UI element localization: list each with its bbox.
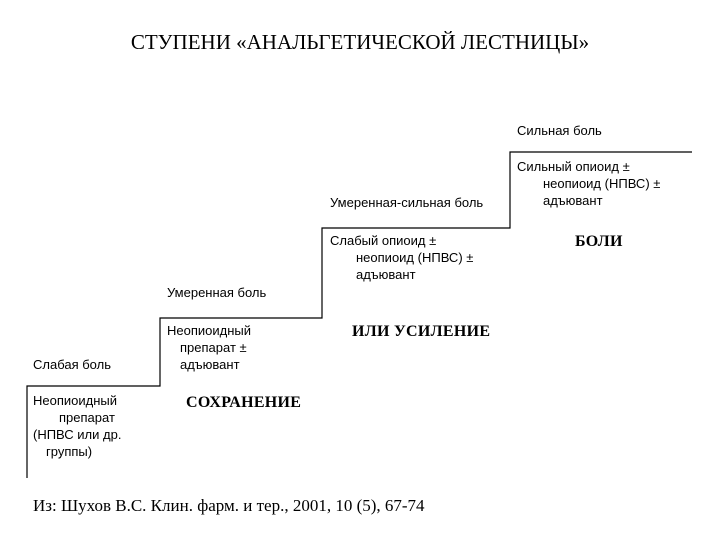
step-3-treatment-line: Слабый опиоид ±: [330, 233, 437, 248]
phrase-maintain: СОХРАНЕНИЕ: [186, 394, 302, 411]
source-citation: Из: Шухов В.С. Клин. фарм. и тер., 2001, 10 (5), 67-74: [33, 496, 425, 515]
step-4-treatment-line: Сильный опиоид ±: [517, 159, 630, 174]
step-2-treatment-line: препарат ±: [180, 340, 247, 355]
step-4-treatment: [517, 158, 697, 209]
step-2-treatment-line: адъювант: [180, 357, 240, 372]
page-title: СТУПЕНИ «АНАЛЬГЕТИЧЕСКОЙ ЛЕСТНИЦЫ»: [130, 30, 590, 54]
step-4-pain-label: Сильная боль: [517, 123, 602, 138]
phrase-or-increase: ИЛИ УСИЛЕНИЕ: [352, 323, 491, 340]
step-4-treatment-line: адъювант: [543, 193, 603, 208]
step-1-treatment-line: (НПВС или др.: [33, 427, 122, 442]
step-3-treatment-line: неопиоид (НПВС) ±: [356, 250, 474, 265]
step-3-treatment-line: адъювант: [356, 267, 416, 282]
phrase-pain: БОЛИ: [575, 233, 623, 250]
step-1-treatment-line: препарат: [59, 410, 115, 425]
step-3-pain-label: Умеренная-сильная боль: [330, 195, 484, 210]
step-1-pain-label: Слабая боль: [33, 357, 111, 372]
step-1-treatment-line: группы): [46, 444, 93, 459]
step-2-treatment: [167, 322, 317, 373]
step-4-treatment-line: неопиоид (НПВС) ±: [543, 176, 661, 191]
step-2-treatment-line: Неопиоидный: [167, 323, 252, 338]
step-3-treatment: [330, 232, 510, 283]
step-1-treatment-line: Неопиоидный: [33, 393, 118, 408]
step-1-treatment: [33, 392, 158, 460]
step-2-pain-label: Умеренная боль: [167, 285, 267, 300]
